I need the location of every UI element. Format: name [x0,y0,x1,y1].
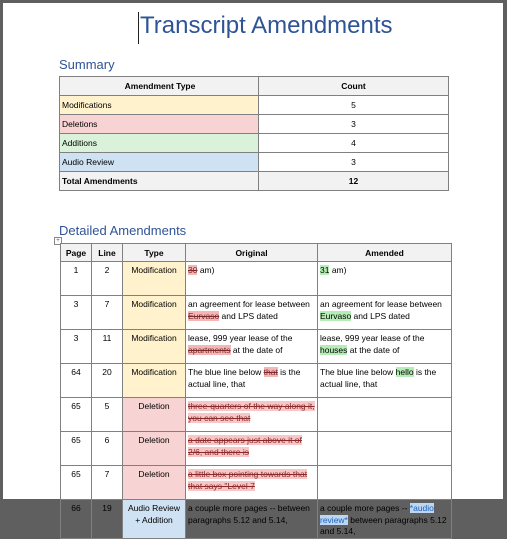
summary-type-cell: Modifications [60,96,259,115]
type-cell: Modification [123,364,186,398]
amended-cell [318,262,452,296]
table-row [61,364,452,398]
amended-text-segment: 31 [320,265,330,275]
summary-table [59,76,449,191]
original-cell [186,296,318,330]
detail-header-page: Page [61,244,92,262]
page-cell: 3 [61,330,92,364]
summary-total-count: 12 [259,172,449,191]
page-cell: 65 [61,466,92,500]
original-text-segment: am) [197,265,215,275]
line-cell: 2 [92,262,123,296]
table-row [61,296,452,330]
amended-text-segment: between paragraphs 5.12 and 5.14, [320,514,447,536]
summary-total-label: Total Amendments [60,172,259,191]
original-text-segment: a date appears just above it of 2/6, and there is [188,435,302,457]
type-cell: Deletion [123,398,186,432]
table-row [61,398,452,432]
table-row [60,153,449,172]
table-move-handle-icon[interactable]: + [54,237,62,245]
detail-header-type: Type [123,244,186,262]
summary-count-cell: 5 [259,96,449,115]
original-text-segment: at the date of [230,344,283,355]
detail-header-line: Line [92,244,123,262]
amended-text-segment: an agreement for lease between [320,299,442,309]
original-cell [186,466,318,500]
amended-text-segment: is the actual line, that [320,367,437,389]
summary-count-cell: 3 [259,115,449,134]
amended-text-segment: houses [320,344,348,355]
amended-text-segment: The blue line below [320,367,396,377]
original-cell [186,432,318,466]
line-cell: 7 [92,296,123,330]
page-cell: 1 [61,262,92,296]
type-cell: Deletion [123,432,186,466]
type-cell: Audio Review + Addition [123,500,186,539]
summary-count-cell: 3 [259,153,449,172]
amended-cell [318,398,452,432]
table-row [61,262,452,296]
page-cell: 3 [61,296,92,330]
amended-text-segment: lease, 999 year lease of the [320,333,425,343]
document-page [3,3,503,536]
summary-type-cell: Audio Review [60,153,259,172]
amended-text-segment: *audio review* [320,503,434,525]
line-cell: 5 [92,398,123,432]
original-text-segment: Eurvaso [188,310,220,321]
original-text-segment: 30 [188,265,198,275]
original-cell [186,262,318,296]
table-row [61,432,452,466]
amended-text-segment: and LPS dated [351,310,410,321]
amended-text-segment: Eurvaso [320,310,352,321]
original-cell [186,500,318,539]
amended-cell [318,364,452,398]
amended-text-segment: a couple more pages -- [320,503,410,513]
page-cell: 65 [61,432,92,466]
original-text-segment: that [263,367,278,377]
original-cell [186,364,318,398]
amended-cell [318,330,452,364]
page-cell: 64 [61,364,92,398]
summary-header-type: Amendment Type [60,77,259,96]
original-cell [186,330,318,364]
original-text-segment: a little box pointing towards that that says "Level 7 [188,469,308,491]
table-row [60,134,449,153]
table-row [61,330,452,364]
summary-type-cell: Additions [60,134,259,153]
line-cell: 19 [92,500,123,539]
line-cell: 20 [92,364,123,398]
original-text-segment: The blue line below [188,367,264,377]
type-cell: Deletion [123,466,186,500]
table-row [60,96,449,115]
original-text-segment: and LPS dated [219,310,278,321]
summary-type-cell: Deletions [60,115,259,134]
amended-text-segment: am) [329,265,347,275]
line-cell: 6 [92,432,123,466]
table-row [61,500,452,539]
line-cell: 11 [92,330,123,364]
amended-cell [318,500,452,539]
original-text-segment: is the actual line, that [188,367,301,389]
amended-text-segment: at the date of [347,344,400,355]
amended-cell [318,432,452,466]
amended-cell [318,466,452,500]
text-cursor [138,12,139,44]
original-text-segment: three-quarters of the way along it, you can see that [188,401,315,423]
type-cell: Modification [123,330,186,364]
page-cell: 66 [61,500,92,539]
page-title: Transcript Amendments [140,12,393,39]
table-row [60,115,449,134]
table-row [61,466,452,500]
detail-header-original: Original [186,244,318,262]
original-text-segment: an agreement for lease between [188,299,310,309]
detailed-table [60,243,452,539]
detail-header-amended: Amended [318,244,452,262]
summary-header-count: Count [259,77,449,96]
original-text-segment: lease, 999 year lease of the [188,333,293,343]
original-text-segment: apartments [188,344,231,355]
amended-text-segment: hello [395,367,414,377]
summary-heading: Summary [59,57,115,72]
page-cell: 65 [61,398,92,432]
detailed-heading: Detailed Amendments [59,223,187,238]
original-cell [186,398,318,432]
type-cell: Modification [123,262,186,296]
line-cell: 7 [92,466,123,500]
amended-cell [318,296,452,330]
table-row [60,172,449,191]
summary-count-cell: 4 [259,134,449,153]
type-cell: Modification [123,296,186,330]
original-text-segment: a couple more pages -- between paragraphs 5.12 and 5.14, [188,503,310,525]
